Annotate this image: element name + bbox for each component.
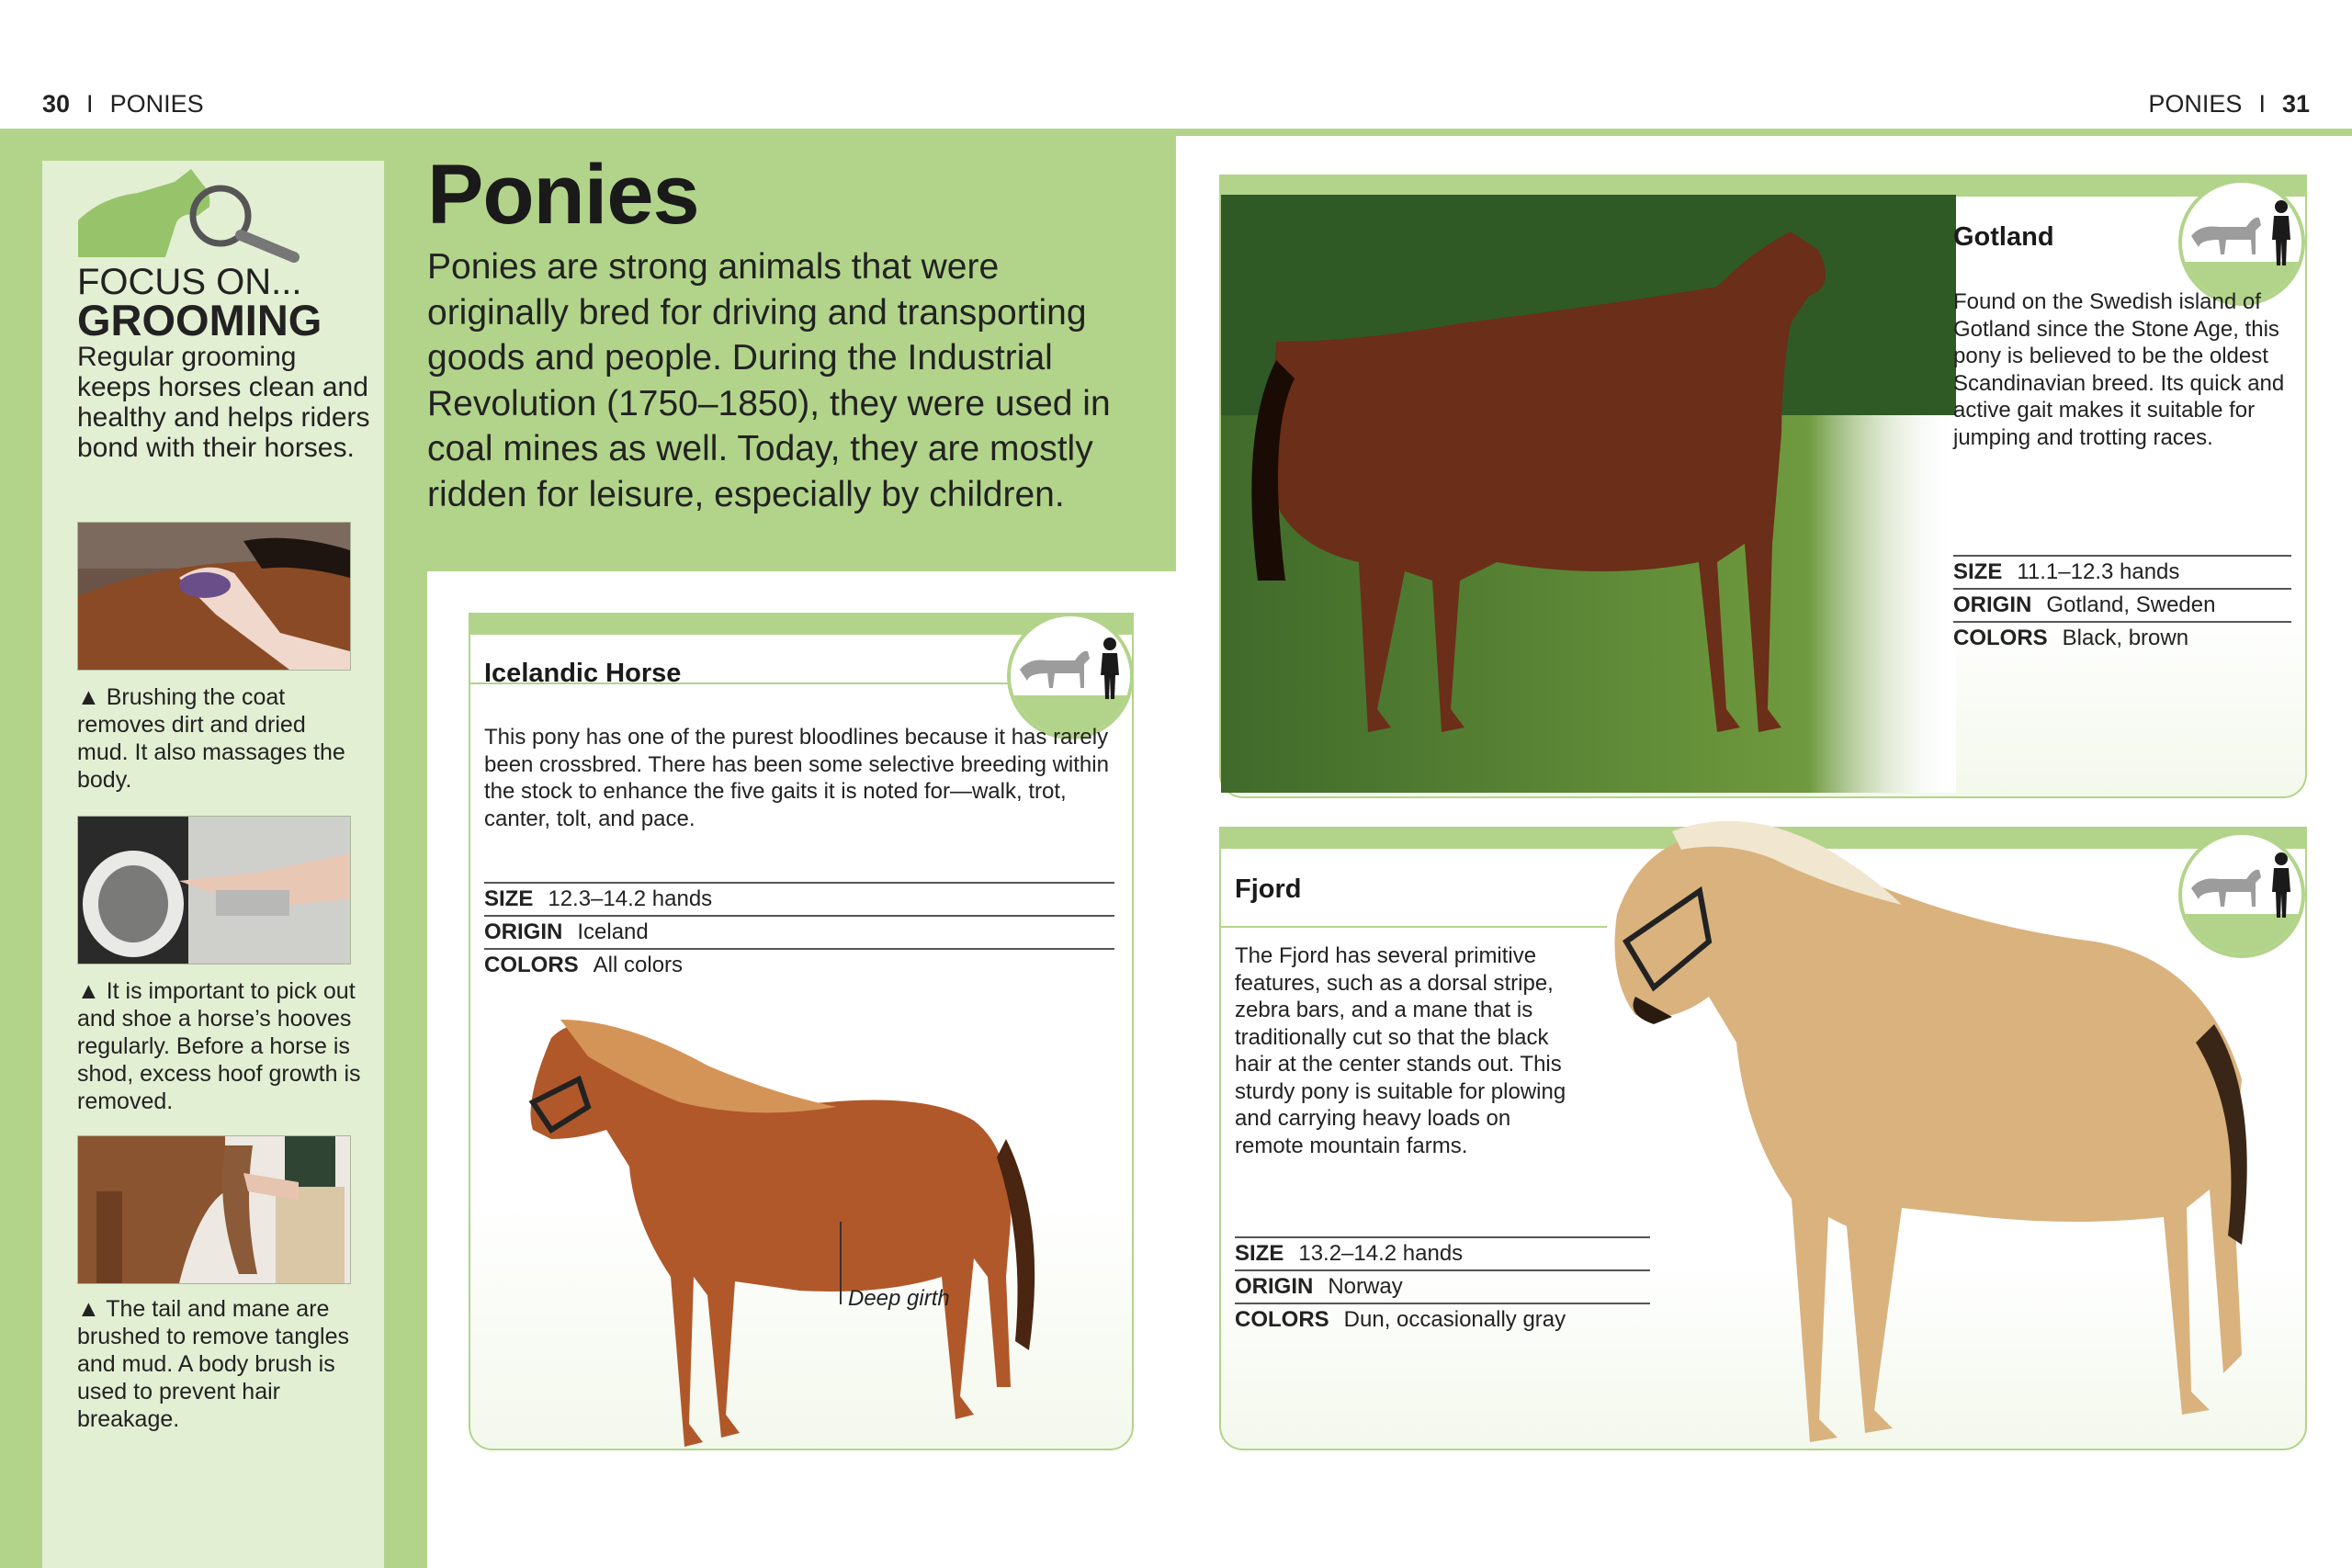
page-number: 30 [42, 90, 71, 118]
breed-name-icelandic: Icelandic Horse [484, 659, 682, 688]
card-header-band [1221, 176, 2305, 197]
fact-origin: ORIGIN Iceland [484, 917, 1114, 950]
page-title: Ponies [427, 148, 699, 242]
separator: I [86, 90, 94, 118]
caption-brushing: ▲ Brushing the coat removes dirt and dried mud. It also massages the body. [77, 684, 345, 793]
section-name: PONIES [109, 90, 204, 118]
fact-size: SIZE 12.3–14.2 hands [484, 884, 1114, 917]
fact-size: SIZE 11.1–12.3 hands [1953, 557, 2291, 590]
fact-origin: ORIGIN Norway [1235, 1271, 1650, 1304]
facts-gotland [1953, 555, 2291, 654]
intro-text: Ponies are strong animals that were originally bred for driving and transporting goods and people. During the Industrial Revolution (1750–1850), they were used in coal mines as well. Today, they are mostly ridden for leisure, especially by children. [427, 247, 1111, 514]
breed-desc-gotland: Found on the Swedish island of Gotland since the Stone Age, this pony is believed to be the oldest Scandinavian breed. Its quick and active gait makes it suitable for jumping and trotting races. [1953, 289, 2285, 450]
icelandic-horse-illustration [496, 1001, 1102, 1479]
annotation-deep-girth: Deep girth [848, 1286, 950, 1311]
focus-body: Regular grooming keeps horses clean and healthy and helps riders bond with their horses. [77, 342, 370, 463]
fact-colors: COLORS Black, brown [1953, 626, 2189, 650]
separator: I [2258, 90, 2266, 118]
fact-colors: COLORS All colors [484, 953, 684, 977]
breed-name-fjord: Fjord [1235, 874, 1302, 904]
running-head-right [2148, 90, 2310, 118]
facts-icelandic [484, 882, 1114, 981]
facts-fjord [1235, 1236, 1650, 1336]
fjord-horse-illustration [1599, 804, 2260, 1483]
focus-title: GROOMING [77, 296, 322, 344]
fact-size: SIZE 13.2–14.2 hands [1235, 1238, 1650, 1271]
size-comparison-badge [2178, 179, 2305, 306]
fact-colors: COLORS Dun, occasionally gray [1235, 1307, 1566, 1332]
breed-desc-fjord: The Fjord has several primitive features, such as a dorsal stripe, zebra bars, and a mane that is traditionally cut so that the black hair at the center stands out. This sturdy pony is suitable for plowing and carrying heavy loads on remote mountain farms. [1235, 943, 1566, 1158]
focus-kicker: FOCUS ON... [77, 262, 302, 302]
breed-name-gotland: Gotland [1953, 222, 2054, 252]
caption-hoof: ▲ It is important to pick out and shoe a horse’s hooves regularly. Before a horse is shod, excess hoof growth is removed. [77, 978, 361, 1114]
breed-desc-icelandic: This pony has one of the purest bloodlines because it has rarely been crossbred. There has been some selective breeding within the stock to enhance the five gaits it is noted for—walk, trot, canter, tolt, and pace. [484, 725, 1109, 831]
photo-hoof [77, 816, 351, 964]
photo-brushing-coat [77, 522, 351, 671]
caption-tail: ▲ The tail and mane are brushed to remove tangles and mud. A body brush is used to prevent hair breakage. [77, 1296, 350, 1432]
fact-origin: ORIGIN Gotland, Sweden [1953, 590, 2291, 623]
page-number: 31 [2281, 90, 2310, 118]
horse-magnifier-icon [74, 165, 322, 266]
running-head-left [42, 90, 204, 118]
section-name: PONIES [2148, 90, 2243, 118]
photo-tail [77, 1135, 351, 1284]
gotland-photo [1221, 195, 1956, 793]
size-comparison-badge [1007, 613, 1134, 739]
